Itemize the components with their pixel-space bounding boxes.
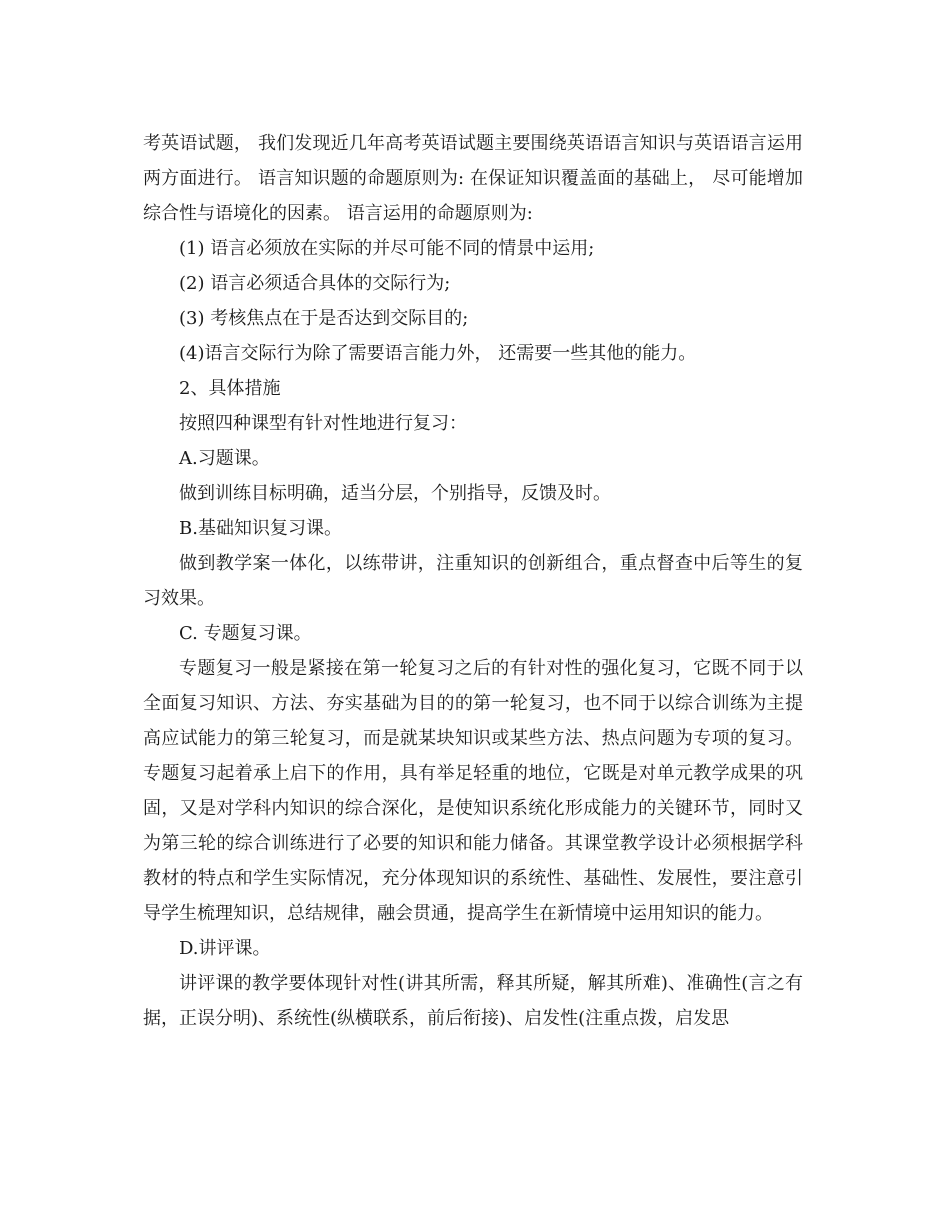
paragraph-intro: 考英语试题， 我们发现近几年高考英语试题主要围绕英语语言知识与英语语言运用两方面进行。 语言知识题的命题原则为: 在保证知识覆盖面的基础上， 尽可能增加综合性与语境化的因素。 语言运用的命题原则为: (143, 133, 803, 224)
list-item-4: (4)语言交际行为除了需要语言能力外， 还需要一些其他的能力。 (179, 343, 697, 364)
paragraph-d: 讲评课的教学要体现针对性(讲其所需，释其所疑，解其所难)、准确性(言之有据，正误分明)、系统性(纵横联系，前后衔接)、启发性(注重点拨，启发思 (143, 973, 803, 1029)
list-item-2: (2) 语言必须适合具体的交际行为; (179, 273, 451, 294)
list-item-1: (1) 语言必须放在实际的并尽可能不同的情景中运用; (179, 238, 595, 259)
paragraph-lead: 按照四种课型有针对性地进行复习： (179, 413, 467, 434)
paragraph-a: 做到训练目标明确，适当分层，个别指导，反馈及时。 (179, 483, 611, 504)
document-body (143, 126, 803, 1036)
subheading-c: C. 专题复习课。 (179, 623, 312, 644)
subheading-d: D.讲评课。 (179, 938, 271, 959)
subheading-a: A.习题课。 (179, 448, 270, 469)
subheading-b: B.基础知识复习课。 (179, 518, 342, 539)
paragraph-c: 专题复习一般是紧接在第一轮复习之后的有针对性的强化复习，它既不同于以全面复习知识、方法、夯实基础为目的的第一轮复习，也不同于以综合训练为主提高应试能力的第三轮复习，而是就某块知识或某些方法、热点问题为专项的复习。专题复习起着承上启下的作用，具有举足轻重的地位，它既是对单元教学成果的巩固，又是对学科内知识的综合深化，是使知识系统化形成能力的关键环节，同时又为第三轮的综合训练进行了必要的知识和能力储备。其课堂教学设计必须根据学科教材的特点和学生实际情况，充分体现知识的系统性、基础性、发展性，要注意引导学生梳理知识，总结规律，融会贯通，提高学生在新情境中运用知识的能力。 (143, 658, 803, 924)
section-heading: 2、具体措施 (179, 378, 281, 399)
list-item-3: (3) 考核焦点在于是否达到交际目的; (179, 308, 469, 329)
paragraph-b: 做到教学案一体化，以练带讲，注重知识的创新组合，重点督查中后等生的复习效果。 (143, 553, 803, 609)
